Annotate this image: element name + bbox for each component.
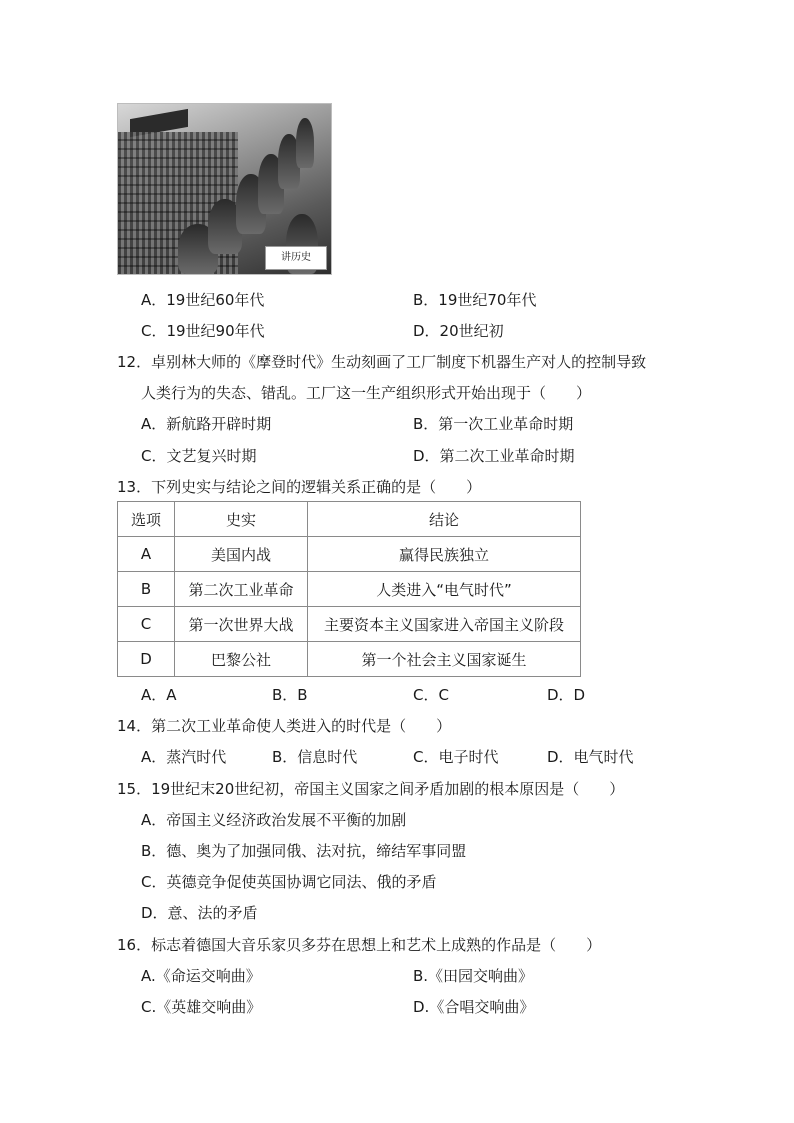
table-cell-option: C <box>118 607 175 642</box>
q12-option-d[interactable]: D．第二次工业革命时期 <box>413 447 575 465</box>
q15-option-c[interactable]: C．英德竞争促使英国协调它同法、俄的矛盾 <box>141 873 437 891</box>
q16-option-c[interactable]: C.《英雄交响曲》 <box>141 998 262 1016</box>
table-row <box>118 572 581 607</box>
q15-stem: 15．19世纪末20世纪初，帝国主义国家之间矛盾加剧的根本原因是（ ） <box>117 780 625 798</box>
q12-option-c[interactable]: C．文艺复兴时期 <box>141 447 257 465</box>
q13-table <box>117 501 581 677</box>
q15-option-a[interactable]: A．帝国主义经济政治发展不平衡的加剧 <box>141 811 407 829</box>
q16-option-b[interactable]: B.《田园交响曲》 <box>413 967 534 985</box>
q11-option-d[interactable]: D．20世纪初 <box>413 322 504 340</box>
q14-option-b[interactable]: B．信息时代 <box>272 748 358 766</box>
q13-option-b[interactable]: B．B <box>272 686 308 704</box>
q16-option-a[interactable]: A.《命运交响曲》 <box>141 967 261 985</box>
q11-option-c[interactable]: C．19世纪90年代 <box>141 322 265 340</box>
q12-option-b[interactable]: B．第一次工业革命时期 <box>413 415 574 433</box>
q15-option-d[interactable]: D．意、法的矛盾 <box>141 904 258 922</box>
table-cell-conclusion: 人类进入“电气时代” <box>308 572 581 607</box>
q14-option-c[interactable]: C．电子时代 <box>413 748 499 766</box>
q11-option-a[interactable]: A．19世纪60年代 <box>141 291 265 309</box>
telephone-operators-photo <box>117 103 332 275</box>
table-cell-conclusion: 主要资本主义国家进入帝国主义阶段 <box>308 607 581 642</box>
table-cell-fact: 巴黎公社 <box>175 642 308 677</box>
table-header-cell: 选项 <box>118 502 175 537</box>
q14-option-d[interactable]: D．电气时代 <box>547 748 634 766</box>
q15-option-b[interactable]: B．德、奥为了加强同俄、法对抗，缔结军事同盟 <box>141 842 467 860</box>
q13-option-d[interactable]: D．D <box>547 686 586 704</box>
q11-option-b[interactable]: B．19世纪70年代 <box>413 291 537 309</box>
table-row <box>118 537 581 572</box>
table-cell-conclusion: 第一个社会主义国家诞生 <box>308 642 581 677</box>
table-cell-option: A <box>118 537 175 572</box>
q13-option-a[interactable]: A．A <box>141 686 177 704</box>
table-header-cell: 结论 <box>308 502 581 537</box>
q14-stem: 14．第二次工业革命使人类进入的时代是（ ） <box>117 717 452 735</box>
table-cell-fact: 美国内战 <box>175 537 308 572</box>
q12-stem-line1: 12．卓别林大师的《摩登时代》生动刻画了工厂制度下机器生产对人的控制导致 <box>117 353 647 371</box>
q13-option-c[interactable]: C．C <box>413 686 449 704</box>
table-cell-fact: 第一次世界大战 <box>175 607 308 642</box>
q12-stem-line2: 人类行为的失态、错乱。工厂这一生产组织形式开始出现于（ ） <box>141 384 592 402</box>
table-row <box>118 642 581 677</box>
table-cell-option: D <box>118 642 175 677</box>
table-header-row <box>118 502 581 537</box>
q16-option-d[interactable]: D.《合唱交响曲》 <box>413 998 535 1016</box>
q16-stem: 16．标志着德国大音乐家贝多芬在思想上和艺术上成熟的作品是（ ） <box>117 936 602 954</box>
q14-option-a[interactable]: A．蒸汽时代 <box>141 748 227 766</box>
q12-option-a[interactable]: A．新航路开辟时期 <box>141 415 272 433</box>
table-cell-conclusion: 赢得民族独立 <box>308 537 581 572</box>
table-cell-fact: 第二次工业革命 <box>175 572 308 607</box>
operator-figure <box>296 118 314 168</box>
table-header-cell: 史实 <box>175 502 308 537</box>
watermark-logo: 讲历史 <box>265 246 327 270</box>
table-row <box>118 607 581 642</box>
q13-stem: 13．下列史实与结论之间的逻辑关系正确的是（ ） <box>117 478 482 496</box>
table-cell-option: B <box>118 572 175 607</box>
